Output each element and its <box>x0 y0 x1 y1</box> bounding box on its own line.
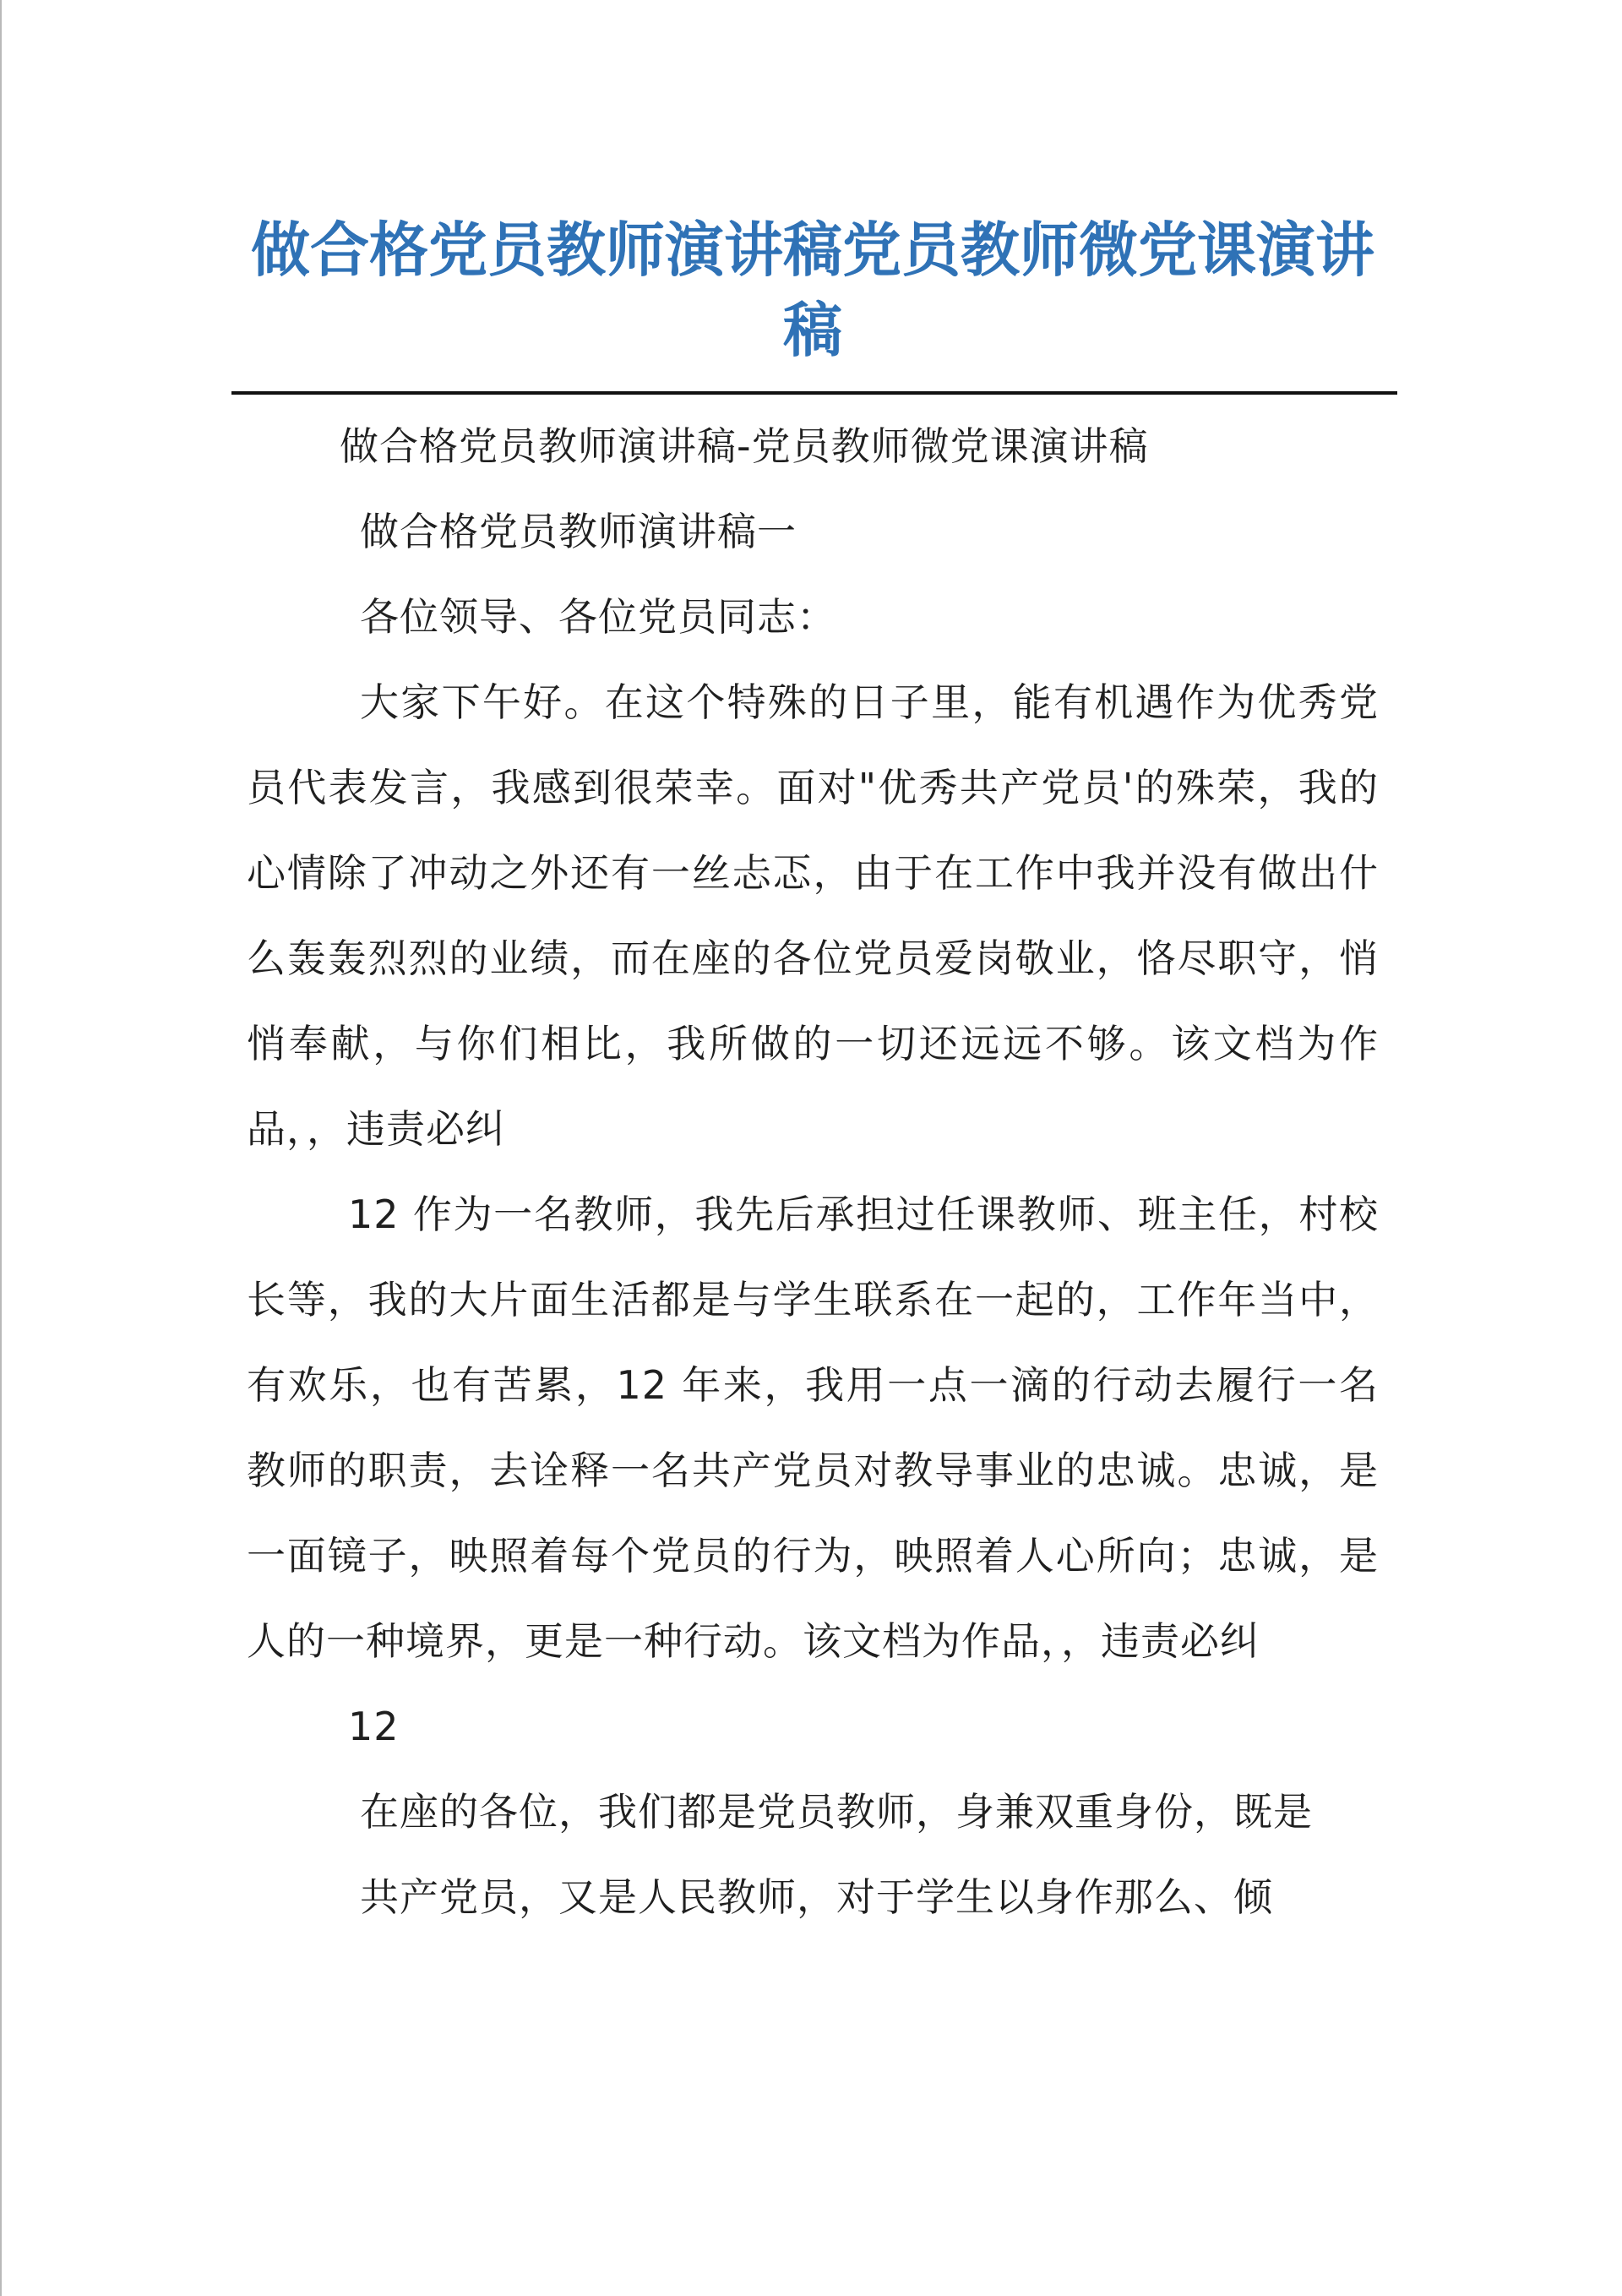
document-body <box>247 404 1379 1940</box>
document-title: 做合格党员教师演讲稿党员教师微党课演讲稿 <box>251 215 1374 365</box>
body-paragraph: 12 <box>348 1704 400 1749</box>
body-paragraph: 大家下午好。在这个特殊的日子里，能有机遇作为优秀党员代表发言，我感到很荣幸。面对"优秀共产党员'的殊荣，我的心情除了冲动之外还有一丝忐忑，由于在工作中我并没有做出什么轰轰烈烈的业绩，而在座的各位党员爱岗敬业，恪尽职守，悄悄奉献，与你们相比，我所做的一切还远远不够。该文档为作品，，违责必纠 <box>247 679 1379 1152</box>
speech-heading: 做合格党员教师演讲稿一 <box>360 509 797 554</box>
salutation: 各位领导、各位党员同志： <box>360 594 836 640</box>
body-paragraph: 共产党员，又是人民教师，对于学生以身作那么、倾 <box>360 1874 1273 1920</box>
body-paragraph: 12 作为一名教师，我先后承担过任课教师、班主任，村校长等，我的大片面生活都是与学生联系在一起的，工作年当中，有欢乐，也有苦累，12 年来，我用一点一滴的行动去履行一名教师的职责，去诠释一名共产党员对教导事业的忠诚。忠诚，是一面镜子，映照着每个党员的行为，映照着人心所向；忠诚，是人的一种境界，更是一种行动。该文档为作品，，违责必纠 <box>247 1192 1379 1664</box>
subtitle-paragraph: 做合格党员教师演讲稿-党员教师微党课演讲稿 <box>340 423 1149 469</box>
body-paragraph: 在座的各位，我们都是党员教师，身兼双重身份，既是 <box>360 1789 1313 1835</box>
title-divider <box>231 391 1397 395</box>
